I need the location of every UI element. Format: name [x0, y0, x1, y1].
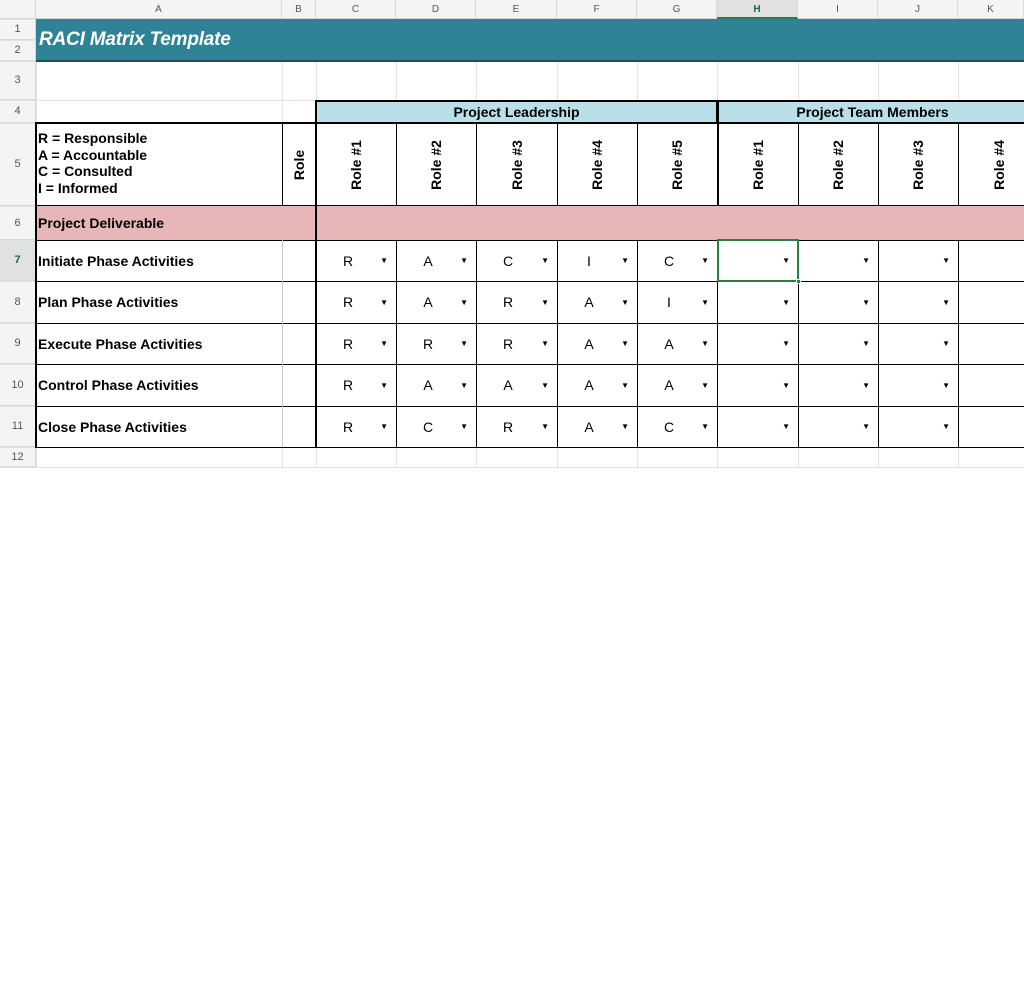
raci-value: C — [663, 252, 675, 269]
row-header-4[interactable]: 4 — [0, 100, 36, 123]
raci-dropdown-cell[interactable] — [316, 240, 396, 281]
group-header-team[interactable]: Project Team Members — [717, 100, 1024, 123]
deliverable-header-label: Project Deliverable — [38, 215, 165, 231]
raci-dropdown-cell[interactable] — [798, 406, 878, 447]
raci-dropdown-cell[interactable] — [717, 406, 798, 447]
raci-dropdown-cell[interactable] — [637, 406, 717, 447]
raci-dropdown-cell[interactable] — [557, 406, 637, 447]
cell-border — [396, 323, 397, 364]
dropdown-arrow-icon[interactable]: ▼ — [380, 422, 388, 431]
raci-value: R — [502, 294, 514, 310]
raci-dropdown-cell[interactable] — [316, 406, 396, 447]
raci-value: A — [584, 418, 594, 435]
cell-border — [396, 240, 397, 281]
raci-value: C — [663, 418, 675, 435]
activity-role-cell[interactable] — [282, 240, 316, 281]
column-header-k[interactable]: K — [958, 0, 1024, 19]
raci-dropdown-cell[interactable] — [476, 323, 557, 364]
table-border — [717, 100, 719, 206]
row-header-11[interactable]: 11 — [0, 406, 36, 447]
raci-dropdown-cell[interactable] — [476, 240, 557, 281]
raci-dropdown-cell[interactable] — [637, 240, 717, 281]
table-border — [958, 123, 959, 206]
activity-role-cell[interactable] — [282, 323, 316, 364]
column-header-g[interactable]: G — [637, 0, 717, 19]
fill-handle[interactable] — [796, 279, 801, 284]
sheet-title: RACI Matrix Template — [39, 28, 231, 50]
raci-dropdown-cell[interactable] — [557, 240, 637, 281]
team-role-header-4[interactable] — [958, 124, 1024, 206]
cell-border — [717, 281, 718, 323]
team-role-label: Role #3 — [910, 140, 926, 190]
raci-dropdown-cell[interactable] — [958, 281, 1024, 323]
column-header-h[interactable]: H — [717, 0, 798, 19]
raci-value: R — [342, 252, 354, 269]
team-role-label: Role #1 — [749, 140, 766, 190]
leadership-role-label: Role #5 — [669, 140, 685, 190]
table-border — [557, 123, 558, 206]
table-border — [36, 240, 1024, 241]
dropdown-arrow-icon[interactable]: ▼ — [942, 256, 950, 265]
dropdown-arrow-icon[interactable]: ▼ — [621, 380, 629, 390]
dropdown-arrow-icon[interactable]: ▼ — [862, 339, 870, 348]
raci-value: R — [502, 335, 514, 352]
cell-border — [717, 364, 718, 406]
raci-value: R — [342, 294, 354, 310]
dropdown-arrow-icon[interactable]: ▼ — [701, 422, 709, 431]
dropdown-arrow-icon[interactable]: ▼ — [782, 422, 790, 431]
raci-dropdown-cell[interactable] — [396, 240, 476, 281]
row-header-9[interactable]: 9 — [0, 323, 36, 364]
raci-value: A — [584, 294, 594, 310]
cell-border — [958, 323, 959, 364]
dropdown-arrow-icon[interactable]: ▼ — [380, 256, 388, 265]
raci-legend[interactable] — [38, 130, 147, 196]
leadership-role-header-2[interactable] — [396, 124, 476, 206]
cell-border — [396, 364, 397, 406]
column-header-i[interactable]: I — [798, 0, 878, 19]
row-header-6[interactable]: 6 — [0, 206, 36, 240]
cell-border — [476, 364, 477, 406]
column-header-j[interactable]: J — [878, 0, 958, 19]
raci-dropdown-cell[interactable] — [637, 281, 717, 323]
raci-dropdown-cell[interactable] — [316, 364, 396, 406]
dropdown-arrow-icon[interactable]: ▼ — [541, 256, 549, 265]
column-header-a[interactable]: A — [36, 0, 282, 19]
table-border — [396, 123, 397, 206]
row-header-12[interactable]: 12 — [0, 447, 36, 467]
cell-border — [396, 281, 397, 323]
cell-border — [878, 406, 879, 447]
dropdown-arrow-icon[interactable]: ▼ — [380, 297, 388, 307]
dropdown-arrow-icon[interactable]: ▼ — [460, 256, 468, 265]
dropdown-arrow-icon[interactable]: ▼ — [942, 297, 950, 307]
raci-value: R — [342, 335, 354, 352]
cell-border — [798, 364, 799, 406]
cell-border — [557, 323, 558, 364]
activity-label[interactable]: Execute Phase Activities — [38, 335, 203, 352]
activity-label[interactable]: Plan Phase Activities — [38, 294, 179, 310]
cell-border — [282, 323, 283, 364]
row-header-5[interactable]: 5 — [0, 123, 36, 206]
cell-border — [476, 281, 477, 323]
cell-border — [717, 406, 718, 447]
dropdown-arrow-icon[interactable]: ▼ — [621, 339, 629, 348]
table-border — [36, 323, 1024, 324]
raci-value: A — [423, 294, 433, 310]
leadership-role-header-3[interactable] — [476, 124, 557, 206]
dropdown-arrow-icon[interactable]: ▼ — [782, 380, 790, 390]
raci-dropdown-cell[interactable] — [798, 281, 878, 323]
leadership-role-header-5[interactable] — [637, 124, 717, 206]
raci-value: A — [584, 335, 594, 352]
cell-border — [282, 406, 283, 447]
row-header-1[interactable]: 1 — [0, 19, 36, 40]
dropdown-arrow-icon[interactable]: ▼ — [782, 297, 790, 307]
dropdown-arrow-icon[interactable]: ▼ — [942, 380, 950, 390]
table-border — [878, 123, 879, 206]
cell-border — [637, 364, 638, 406]
raci-dropdown-cell[interactable] — [878, 323, 958, 364]
activity-label[interactable]: Control Phase Activities — [38, 377, 199, 393]
cell-border — [798, 281, 799, 323]
raci-dropdown-cell[interactable] — [958, 364, 1024, 406]
raci-dropdown-cell[interactable] — [717, 281, 798, 323]
dropdown-arrow-icon[interactable]: ▼ — [862, 297, 870, 307]
dropdown-arrow-icon[interactable]: ▼ — [380, 380, 388, 390]
raci-dropdown-cell[interactable] — [798, 323, 878, 364]
raci-dropdown-cell[interactable] — [396, 364, 476, 406]
cell-border — [557, 406, 558, 447]
raci-value: A — [423, 377, 433, 393]
cell-border — [798, 406, 799, 447]
raci-value: R — [422, 335, 434, 352]
raci-value: A — [664, 335, 674, 352]
dropdown-arrow-icon[interactable]: ▼ — [782, 339, 790, 348]
leadership-role-label: Role #1 — [348, 140, 364, 190]
table-border — [637, 123, 638, 206]
raci-dropdown-cell[interactable] — [476, 406, 557, 447]
leadership-role-label: Role #4 — [589, 140, 605, 190]
cell-border — [282, 240, 283, 281]
cell-selection[interactable] — [717, 239, 799, 282]
cell-border — [476, 406, 477, 447]
cell-border — [557, 240, 558, 281]
raci-value: C — [422, 418, 434, 435]
cell-border — [637, 323, 638, 364]
row-header-3[interactable]: 3 — [0, 61, 36, 100]
cell-border — [476, 323, 477, 364]
dropdown-arrow-icon[interactable]: ▼ — [862, 380, 870, 390]
cell-border — [282, 281, 283, 323]
cell-border — [717, 323, 718, 364]
cell-border — [878, 364, 879, 406]
row-header-2[interactable]: 2 — [0, 40, 36, 61]
cell-border — [637, 406, 638, 447]
table-border — [315, 100, 317, 448]
dropdown-arrow-icon[interactable]: ▼ — [621, 297, 629, 307]
cell-border — [396, 406, 397, 447]
dropdown-arrow-icon[interactable]: ▼ — [782, 256, 790, 265]
dropdown-arrow-icon[interactable]: ▼ — [862, 422, 870, 431]
raci-value: R — [342, 377, 354, 393]
role-header-label: Role — [291, 149, 307, 181]
deliverable-header[interactable] — [36, 206, 1024, 240]
cell-border — [878, 240, 879, 281]
column-header-b[interactable]: B — [282, 0, 316, 19]
dropdown-arrow-icon[interactable]: ▼ — [942, 422, 950, 431]
grid-line-horizontal — [0, 467, 1024, 468]
cell-border — [476, 240, 477, 281]
dropdown-arrow-icon[interactable]: ▼ — [380, 339, 388, 348]
cell-border — [557, 364, 558, 406]
team-role-label: Role #2 — [830, 140, 846, 190]
cell-border — [958, 364, 959, 406]
cell-border — [958, 240, 959, 281]
dropdown-arrow-icon[interactable]: ▼ — [460, 339, 468, 348]
table-border — [282, 123, 283, 206]
dropdown-arrow-icon[interactable]: ▼ — [460, 422, 468, 431]
raci-dropdown-cell[interactable] — [958, 323, 1024, 364]
cell-border — [878, 281, 879, 323]
raci-dropdown-cell[interactable] — [878, 240, 958, 281]
leadership-role-label: Role #2 — [428, 140, 444, 190]
dropdown-arrow-icon[interactable]: ▼ — [541, 380, 549, 390]
raci-dropdown-cell[interactable] — [717, 323, 798, 364]
select-all-corner[interactable] — [0, 0, 36, 19]
leadership-role-header-4[interactable] — [557, 124, 637, 206]
raci-dropdown-cell[interactable] — [396, 406, 476, 447]
cell-border — [637, 281, 638, 323]
role-column-header[interactable] — [282, 124, 316, 206]
column-header-f[interactable]: F — [557, 0, 637, 19]
raci-value: C — [502, 252, 514, 269]
raci-dropdown-cell[interactable] — [316, 323, 396, 364]
activity-label[interactable]: Initiate Phase Activities — [38, 252, 194, 269]
raci-dropdown-cell[interactable] — [557, 323, 637, 364]
activity-label[interactable]: Close Phase Activities — [38, 418, 187, 435]
raci-dropdown-cell[interactable] — [878, 364, 958, 406]
table-border — [35, 122, 37, 448]
raci-value: R — [502, 418, 514, 435]
legend-accountable: A = Accountable — [38, 146, 148, 163]
column-header-c[interactable]: C — [316, 0, 396, 19]
table-border — [36, 122, 1024, 124]
dropdown-arrow-icon[interactable]: ▼ — [701, 256, 709, 265]
dropdown-arrow-icon[interactable]: ▼ — [701, 297, 709, 307]
raci-dropdown-cell[interactable] — [557, 281, 637, 323]
dropdown-arrow-icon[interactable]: ▼ — [701, 380, 709, 390]
raci-dropdown-cell[interactable] — [637, 364, 717, 406]
raci-value: A — [584, 377, 594, 393]
cell-border — [958, 281, 959, 323]
dropdown-arrow-icon[interactable]: ▼ — [862, 256, 870, 265]
raci-dropdown-cell[interactable] — [958, 240, 1024, 281]
dropdown-arrow-icon[interactable]: ▼ — [701, 339, 709, 348]
raci-dropdown-cell[interactable] — [878, 281, 958, 323]
activity-role-cell[interactable] — [282, 281, 316, 323]
legend-responsible: R = Responsible — [38, 130, 148, 146]
activity-role-cell[interactable] — [282, 364, 316, 406]
raci-dropdown-cell[interactable] — [396, 323, 476, 364]
row-header-8[interactable]: 8 — [0, 281, 36, 323]
dropdown-arrow-icon[interactable]: ▼ — [621, 256, 629, 265]
raci-value: I — [587, 252, 591, 269]
legend-informed: I = Informed — [38, 179, 118, 196]
raci-value: R — [342, 418, 354, 435]
cell-border — [878, 323, 879, 364]
raci-dropdown-cell[interactable] — [476, 364, 557, 406]
dropdown-arrow-icon[interactable]: ▼ — [942, 339, 950, 348]
dropdown-arrow-icon[interactable]: ▼ — [460, 297, 468, 307]
dropdown-arrow-icon[interactable]: ▼ — [541, 422, 549, 431]
column-header-e[interactable]: E — [476, 0, 557, 19]
table-border — [36, 364, 1024, 365]
raci-value: A — [503, 377, 513, 393]
group-header-leadership[interactable]: Project Leadership — [315, 100, 718, 123]
dropdown-arrow-icon[interactable]: ▼ — [541, 339, 549, 348]
row-header-10[interactable]: 10 — [0, 364, 36, 406]
cell-border — [282, 364, 283, 406]
leadership-role-label: Role #3 — [508, 140, 525, 190]
raci-value: A — [664, 377, 674, 393]
raci-dropdown-cell[interactable] — [637, 323, 717, 364]
column-header-d[interactable]: D — [396, 0, 476, 19]
team-role-header-2[interactable] — [798, 124, 878, 206]
raci-dropdown-cell[interactable] — [798, 364, 878, 406]
raci-dropdown-cell[interactable] — [878, 406, 958, 447]
raci-dropdown-cell[interactable] — [798, 240, 878, 281]
raci-value: A — [423, 252, 433, 269]
legend-consulted: C = Consulted — [38, 163, 133, 179]
team-role-header-1[interactable] — [717, 124, 798, 206]
title-banner[interactable] — [36, 19, 1024, 62]
row-header-7[interactable]: 7 — [0, 240, 36, 281]
raci-dropdown-cell[interactable] — [717, 364, 798, 406]
raci-dropdown-cell[interactable] — [396, 281, 476, 323]
team-role-label: Role #4 — [990, 140, 1007, 190]
cell-border — [958, 406, 959, 447]
table-border — [36, 406, 1024, 407]
cell-border — [557, 281, 558, 323]
cell-border — [798, 323, 799, 364]
dropdown-arrow-icon[interactable]: ▼ — [460, 380, 468, 390]
table-border — [36, 205, 1024, 206]
raci-dropdown-cell[interactable] — [557, 364, 637, 406]
table-border — [36, 447, 1024, 448]
raci-dropdown-cell[interactable] — [958, 406, 1024, 447]
team-role-header-3[interactable] — [878, 124, 958, 206]
dropdown-arrow-icon[interactable]: ▼ — [621, 422, 629, 431]
raci-dropdown-cell[interactable] — [476, 281, 557, 323]
table-border — [36, 281, 1024, 282]
table-border — [476, 123, 477, 206]
activity-role-cell[interactable] — [282, 406, 316, 447]
leadership-role-header-1[interactable] — [316, 124, 396, 206]
cell-border — [637, 240, 638, 281]
table-border — [798, 123, 799, 206]
raci-value: I — [667, 294, 671, 310]
raci-dropdown-cell[interactable] — [316, 281, 396, 323]
dropdown-arrow-icon[interactable]: ▼ — [541, 297, 549, 307]
